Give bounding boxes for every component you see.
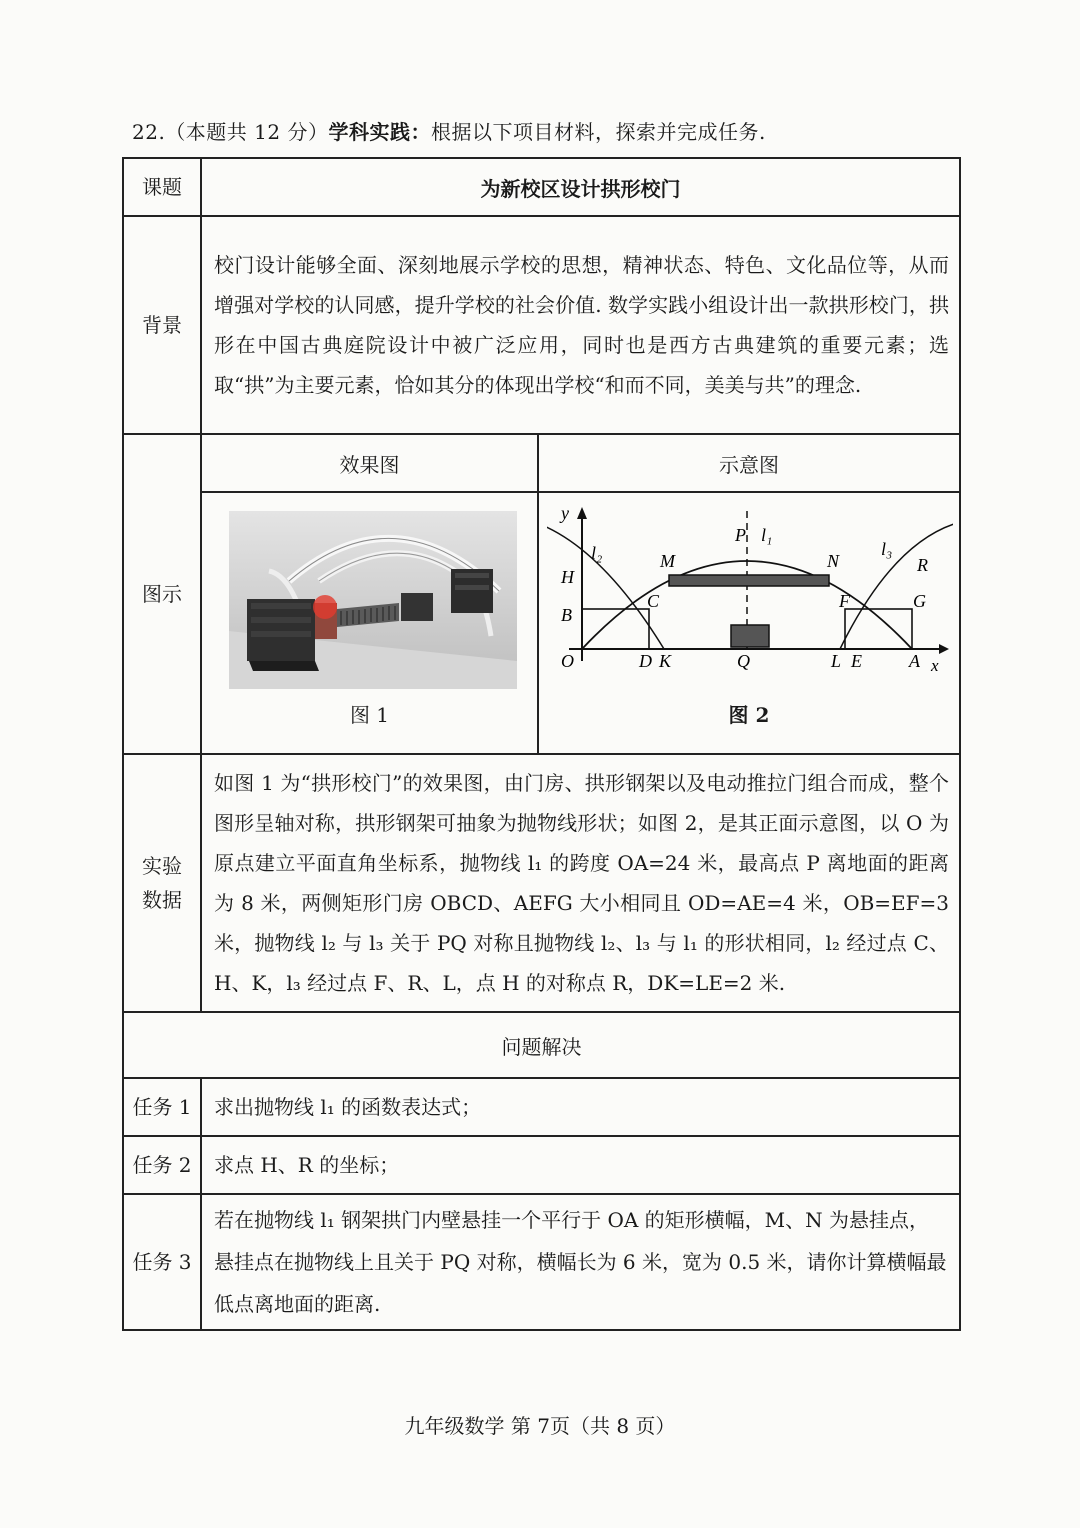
data-text: 如图 1 为“拱形校门”的效果图，由门房、拱形钢架以及电动推拉门组合而成，整个图形呈轴对称，拱形钢架可抽象为抛物线形状；如图 2，是其正面示意图，以 O 为原点建立平面直角坐标系，抛物线 l₁ 的跨度 OA=24 米，最高点 P 离地面的距离为 8 米，两侧矩形门房 OBCD、AEFG 大小相同且 OD=AE=4 米，OB=EF=3 米，抛物线 l₂ 与 l₃ 关于 PQ 对称且抛物线 l₂、l₃ 与 l₁ 的形状相同，l₂ 经过点 C、H、K，l₃ 经过点 F、R、L，点 H 的对称点 R，DK=LE=2 米. xyxy=(201,754,960,1012)
label-L: L xyxy=(831,651,842,671)
gatehouse-obcd xyxy=(582,609,649,649)
label-B: B xyxy=(561,605,572,625)
task-label-1: 任务 1 xyxy=(123,1078,201,1136)
effect-header: 效果图 xyxy=(201,434,538,492)
label-D: D xyxy=(639,651,652,671)
x-axis-arrow xyxy=(939,644,949,654)
background-row xyxy=(123,216,960,434)
parabola-l3 xyxy=(840,523,953,649)
label-G: G xyxy=(913,591,926,611)
page-footer: 九年级数学 第 7页（共 8 页） xyxy=(404,1414,676,1438)
label-R: R xyxy=(917,555,928,575)
topic-label: 课题 xyxy=(123,158,201,216)
label-A: A xyxy=(909,651,920,671)
task-text-3: 若在抛物线 l₁ 钢架拱门内壁悬挂一个平行于 OA 的矩形横幅，M、N 为悬挂点，悬挂点在抛物线上且关于 PQ 对称，横幅长为 6 米，宽为 0.5 米，请你计算横幅最低点离地面的距离. xyxy=(201,1194,960,1330)
label-E: E xyxy=(851,651,862,671)
label-M: M xyxy=(660,551,675,571)
topic-title: 为新校区设计拱形校门 xyxy=(201,158,960,216)
label-K: K xyxy=(659,651,672,671)
task-text-1: 求出抛物线 l₁ 的函数表达式； xyxy=(201,1078,960,1136)
label-l1: l₁ xyxy=(761,525,773,545)
question-number: 22. xyxy=(132,120,166,144)
arch-gate-photo xyxy=(229,511,517,689)
question-instruction: 根据以下项目材料，探索并完成任务. xyxy=(430,120,766,144)
project-table xyxy=(122,157,961,1331)
task-text-2: 求点 H、R 的坐标； xyxy=(201,1136,960,1194)
problem-header: 问题解决 xyxy=(123,1012,960,1078)
label-y: y xyxy=(561,503,569,523)
label-H: H xyxy=(561,567,574,587)
banner-rect xyxy=(669,575,829,586)
fig1-cell xyxy=(201,492,538,754)
figure-row xyxy=(123,492,960,754)
schematic-header: 示意图 xyxy=(538,434,960,492)
question-title xyxy=(132,116,766,145)
figure-header-row xyxy=(123,434,960,492)
label-N: N xyxy=(827,551,840,571)
label-l3: l₃ xyxy=(881,539,893,559)
label-l2: l₂ xyxy=(591,543,603,563)
figure-label: 图示 xyxy=(123,434,201,754)
label-C: C xyxy=(647,591,660,611)
coordinate-diagram xyxy=(547,503,953,703)
data-label xyxy=(123,754,201,1012)
y-axis-arrow xyxy=(577,507,587,519)
fig2-caption: 图 2 xyxy=(728,703,770,727)
background-text: 校门设计能够全面、深刻地展示学校的思想，精神状态、特色、文化品位等，从而增强对学校的认同感，提升学校的社会价值. 数学实践小组设计出一款拱形校门，拱形在中国古典庭院设计中被广泛应用，同时也是西方古典建筑的重要元素；选取“拱”为主要元素，恰如其分的体现出学校“和而不同，美美与共”的理念. xyxy=(201,216,960,434)
fig1-caption: 图 1 xyxy=(349,703,390,727)
door-rect xyxy=(731,625,769,647)
label-F: F xyxy=(839,591,850,611)
task-label-2: 任务 2 xyxy=(123,1136,201,1194)
label-O: O xyxy=(561,651,574,671)
data-label-line2: 数据 xyxy=(142,888,182,912)
task-row-2 xyxy=(123,1136,960,1194)
topic-row xyxy=(123,158,960,216)
task-row-1 xyxy=(123,1078,960,1136)
label-Q: Q xyxy=(737,651,750,671)
task-row-3 xyxy=(123,1194,960,1330)
problem-header-row xyxy=(123,1012,960,1078)
data-row xyxy=(123,754,960,1012)
task-label-3: 任务 3 xyxy=(123,1194,201,1330)
question-category: 学科实践： xyxy=(328,120,431,144)
fig2-cell xyxy=(538,492,960,754)
label-x: x xyxy=(931,656,939,675)
gatehouse-aefg xyxy=(845,609,912,649)
background-label: 背景 xyxy=(123,216,201,434)
label-P: P xyxy=(735,525,746,545)
data-label-line1: 实验 xyxy=(142,854,182,878)
question-score: （本题共 12 分） xyxy=(165,120,329,144)
